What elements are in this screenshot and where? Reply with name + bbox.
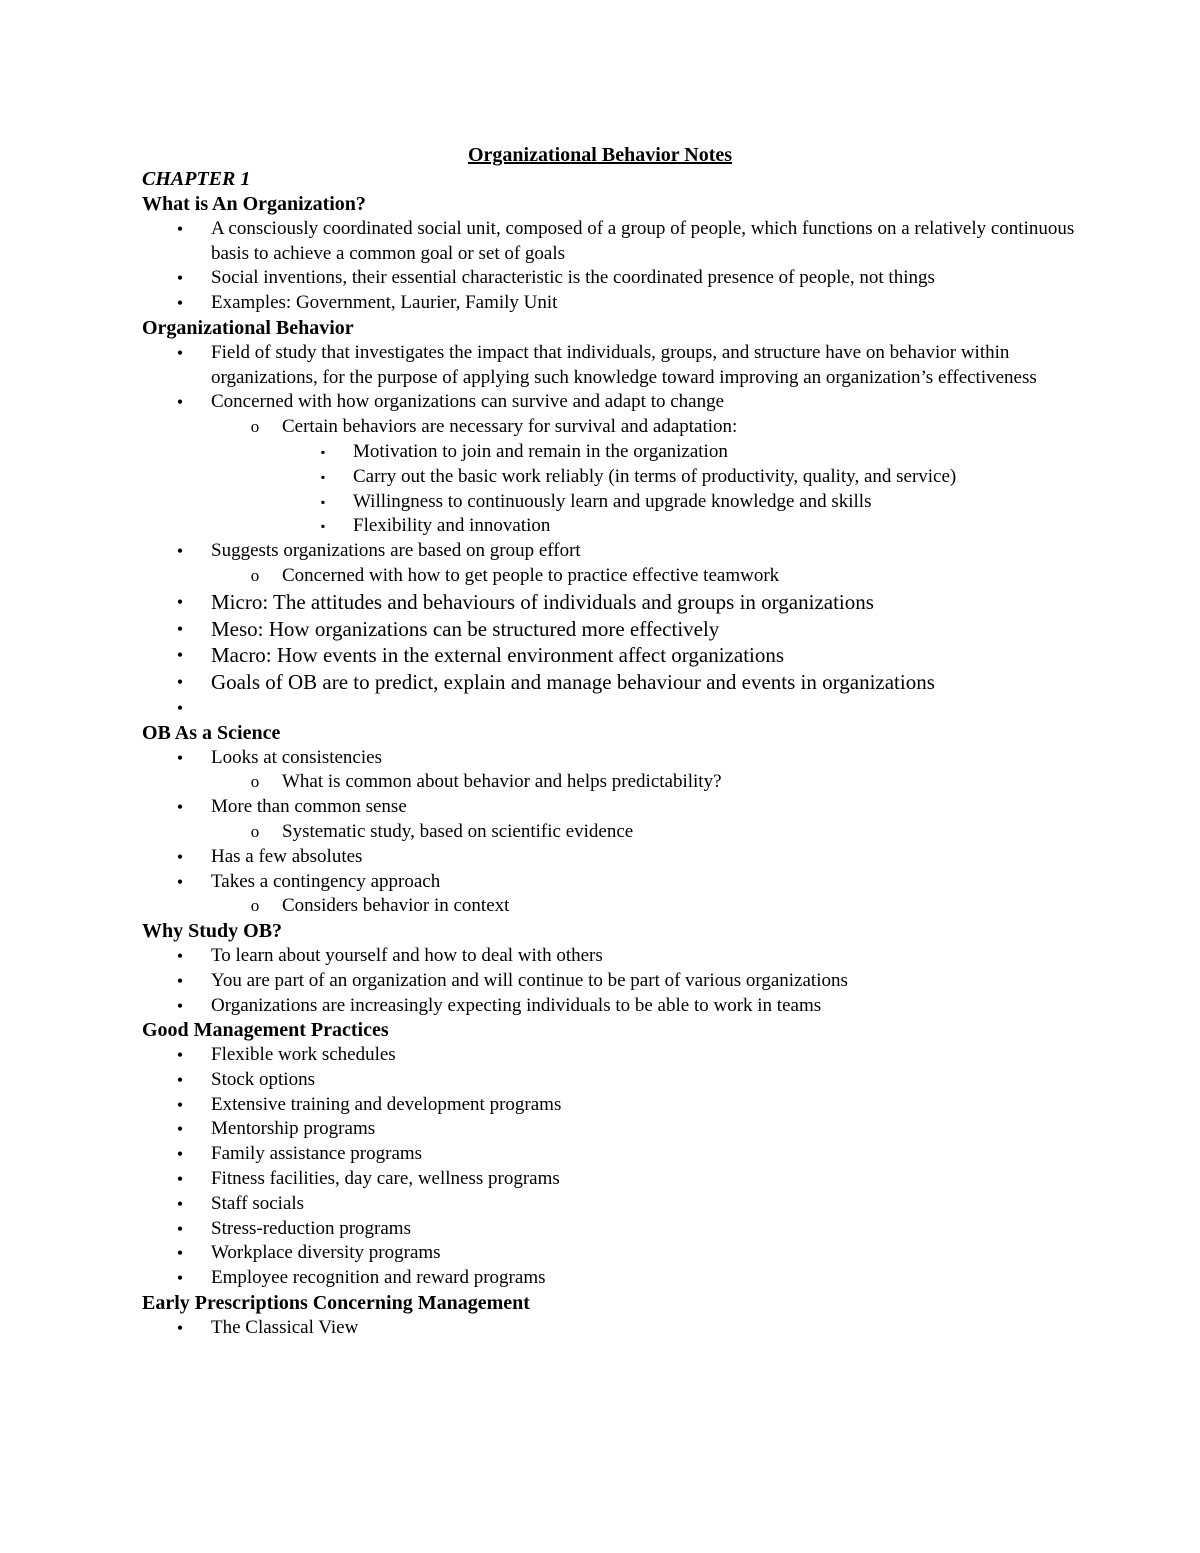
list-item [142,1192,1082,1217]
list-item-text: A consciously coordinated social unit, composed of a group of people, which functions on a relatively continuous basis to achieve a common goal or set of goals [211,217,1075,264]
bullet-marker: • [176,945,184,966]
list-item [142,390,1082,415]
list-item [142,994,1082,1019]
bullet-marker: • [176,871,184,892]
list-item-text: Mentorship programs [211,1118,376,1140]
list-item [142,642,1082,669]
list-item [142,1117,1082,1142]
list-item-text: Staff socials [211,1192,305,1214]
bullet-marker: • [176,1218,184,1239]
list-item-text: Organizations are increasingly expecting individuals to be able to work in teams [211,994,822,1016]
bullet-marker: • [176,218,184,239]
section-heading-ob: Organizational Behavior [142,316,354,339]
sub-list-item [142,820,1082,845]
bullet-marker: • [176,1317,184,1338]
list-item-text: Suggests organizations are based on group effort [211,540,581,562]
bullet-marker: • [176,1169,184,1190]
section-heading-why: Why Study OB? [142,920,283,943]
section-heading-practices: Good Management Practices [142,1019,389,1042]
sub-bullet-marker: o [250,772,260,792]
list-item-text: You are part of an organization and will continue to be part of various organizations [211,969,848,991]
sub-bullet-marker: o [250,821,260,841]
list-item-text: Workplace diversity programs [211,1242,441,1264]
section-heading-organization: What is An Organization? [142,193,366,215]
bullet-marker: • [176,618,184,639]
bullet-marker: • [176,1243,184,1264]
bullet-marker: • [176,970,184,991]
square-bullet-marker: ▪ [320,444,326,459]
sub-list-item [142,894,1082,919]
empty-list-item [142,696,1082,721]
list-item-text: Stress-reduction programs [211,1217,411,1239]
list-item-text: Micro: The attitudes and behaviours of individuals and groups in organizations [211,589,874,614]
square-bullet-marker: ▪ [320,519,326,534]
list-item [142,1068,1082,1093]
bullet-marker: • [176,1193,184,1214]
bullet-marker: • [176,591,184,612]
bullet-marker: • [176,697,184,718]
list-item-text: Field of study that investigates the impact that individuals, groups, and structure have on behavior within organizations, for the purpose of applying such knowledge toward improving an organization’s effectiveness [211,341,1037,388]
list-item [142,589,1082,616]
list-item-text: Motivation to join and remain in the organization [353,440,728,462]
section-heading-science: OB As a Science [142,721,281,744]
square-bullet-marker: ▪ [320,469,326,484]
bullet-marker: • [176,1144,184,1165]
sub-sub-list-item [142,465,1082,490]
list-item-text: To learn about yourself and how to deal with others [211,944,603,966]
square-bullet-marker: ▪ [320,494,326,509]
bullet-marker: • [176,342,184,363]
list-item [142,1217,1082,1242]
chapter-label: CHAPTER 1 [142,168,251,190]
list-item [142,266,1082,291]
list-item-text: Employee recognition and reward programs [211,1267,546,1289]
list-item-text: Social inventions, their essential characteristic is the coordinated presence of people, not things [211,267,935,289]
list-item-text: Carry out the basic work reliably (in terms of productivity, quality, and service) [353,465,957,487]
list-item-text: Takes a contingency approach [211,870,441,892]
list-item-text: Certain behaviors are necessary for survival and adaptation: [282,416,738,438]
bullet-marker: • [176,1094,184,1115]
list-item [142,944,1082,969]
list-item-text: Macro: How events in the external environment affect organizations [211,643,785,668]
list-item [142,845,1082,870]
sub-sub-list-item [142,440,1082,465]
list-item [142,795,1082,820]
bullet-marker: • [176,392,184,413]
list-item-text: Extensive training and development programs [211,1093,562,1115]
bullet-marker: • [176,747,184,768]
list-item-text: The Classical View [211,1316,359,1338]
list-item-text: Willingness to continuously learn and upgrade knowledge and skills [353,490,872,512]
list-item-text: Fitness facilities, day care, wellness programs [211,1168,560,1190]
list-item [142,669,1082,696]
section-heading-early: Early Prescriptions Concerning Management [142,1292,530,1315]
bullet-marker: • [176,1045,184,1066]
sub-sub-list-item [142,490,1082,515]
list-item-text: Examples: Government, Laurier, Family Unit [211,292,558,314]
list-item-text: Meso: How organizations can be structured more effectively [211,616,720,641]
list-item-text: Concerned with how organizations can survive and adapt to change [211,391,725,413]
list-item-text: Stock options [211,1068,315,1090]
list-item-text: Systematic study, based on scientific evidence [282,820,634,842]
list-item [142,616,1082,643]
bullet-marker: • [176,846,184,867]
list-item [142,1241,1082,1266]
list-item [142,1093,1082,1118]
list-item [142,969,1082,994]
list-item-text: Considers behavior in context [282,895,510,917]
list-item-text: What is common about behavior and helps predictability? [282,771,722,793]
document-title: Organizational Behavior Notes [467,144,733,166]
bullet-marker: • [176,293,184,314]
sub-list-item [142,415,1082,440]
document-body [142,167,1082,1341]
list-item-text: Family assistance programs [211,1143,423,1165]
list-item [142,1043,1082,1068]
bullet-marker: • [176,268,184,289]
bullet-marker: • [176,1069,184,1090]
list-item [142,1316,1082,1341]
bullet-marker: • [176,797,184,818]
list-item [142,1167,1082,1192]
list-item-text: Flexibility and innovation [353,515,551,537]
bullet-marker: • [176,645,184,666]
sub-sub-list-item [142,514,1082,539]
sub-list-item [142,770,1082,795]
list-item [142,1142,1082,1167]
list-item [142,217,1082,267]
list-item-text: Flexible work schedules [211,1044,396,1066]
list-item [142,539,1082,564]
list-item [142,341,1082,391]
list-item [142,870,1082,895]
sub-bullet-marker: o [250,896,260,916]
bullet-marker: • [176,541,184,562]
list-item [142,1266,1082,1291]
sub-list-item [142,564,1082,589]
list-item-text: Goals of OB are to predict, explain and manage behaviour and events in organizations [211,670,935,695]
bullet-marker: • [176,672,184,693]
list-item [142,746,1082,771]
list-item-text: Looks at consistencies [211,746,382,768]
bullet-marker: • [176,995,184,1016]
list-item-text: More than common sense [211,796,407,818]
sub-bullet-marker: o [250,417,260,437]
bullet-marker: • [176,1119,184,1140]
list-item-text: Has a few absolutes [211,845,363,867]
list-item-text: Concerned with how to get people to practice effective teamwork [282,564,780,586]
sub-bullet-marker: o [250,565,260,585]
list-item [142,291,1082,316]
bullet-marker: • [176,1268,184,1289]
